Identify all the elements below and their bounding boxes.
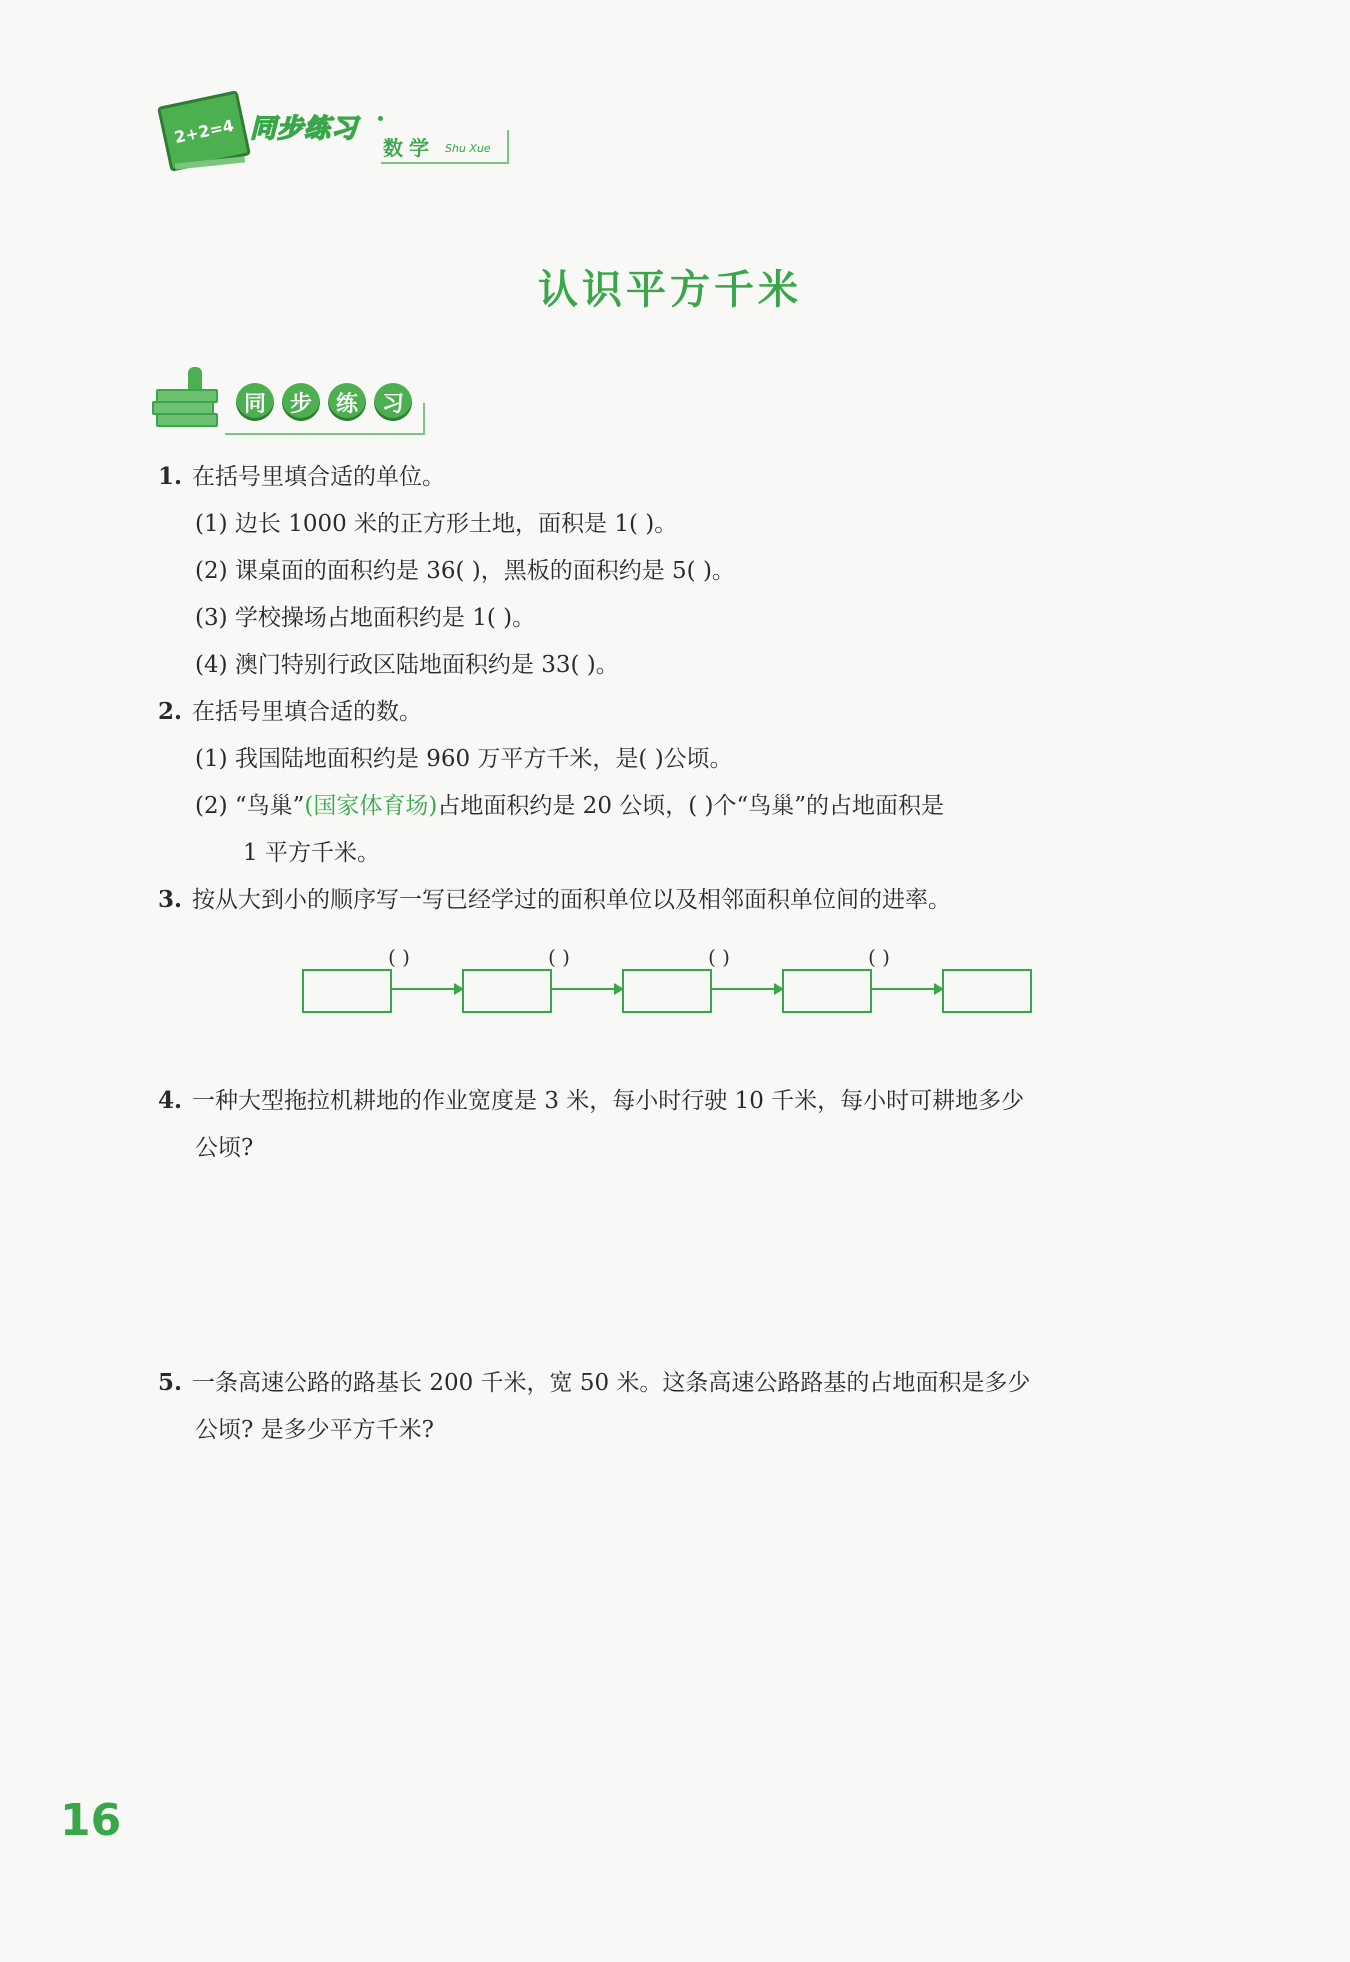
q2-item-2-end: 占地面积约是 20 公顷，( )个“鸟巢”的占地面积是 — [437, 793, 945, 819]
q5-continued: 公顷? 是多少平方千米? — [195, 1417, 434, 1443]
q1-item-1: (1) 边长 1000 米的正方形土地，面积是 1( )。 — [195, 511, 678, 537]
question-number: 4. — [158, 1087, 183, 1114]
question-text: 一种大型拖拉机耕地的作业宽度是 3 米，每小时行驶 10 千米，每小时可耕地多少 — [192, 1088, 1025, 1114]
q4-continued: 公顷? — [195, 1135, 254, 1161]
unit-box-1[interactable] — [302, 969, 392, 1013]
section-underline — [225, 433, 425, 435]
unit-box-4[interactable] — [782, 969, 872, 1013]
section-badge — [150, 365, 430, 445]
subject-pinyin: Shu Xue — [445, 142, 491, 155]
books-icon — [156, 389, 216, 425]
section-char-2: 步 — [282, 383, 320, 421]
rate-blank-4: ( ) — [868, 945, 890, 969]
q2-item-2 — [195, 791, 944, 821]
board-text: 2+2=4 — [172, 115, 236, 147]
q2-item-2-note: (国家体育场) — [304, 793, 438, 819]
unit-box-2[interactable] — [462, 969, 552, 1013]
unit-box-3[interactable] — [622, 969, 712, 1013]
question-number: 1. — [158, 463, 183, 490]
rate-blank-3: ( ) — [708, 945, 730, 969]
header-badge — [155, 88, 515, 178]
q1-item-4: (4) 澳门特别行政区陆地面积约是 33( )。 — [195, 652, 619, 678]
section-char-3: 练 — [328, 383, 366, 421]
lamp-icon — [188, 367, 202, 391]
q1-item-3: (3) 学校操场占地面积约是 1( )。 — [195, 605, 536, 631]
question-1 — [158, 462, 445, 492]
flow-arrow-3 — [710, 988, 782, 990]
question-text: 在括号里填合适的数。 — [192, 699, 423, 725]
flow-arrow-2 — [550, 988, 622, 990]
question-text: 按从大到小的顺序写一写已经学过的面积单位以及相邻面积单位间的进率。 — [192, 887, 952, 913]
header-dot — [378, 116, 383, 121]
subject-label: 数学 — [383, 136, 435, 160]
section-char-1: 同 — [236, 383, 274, 421]
section-char-4: 习 — [374, 383, 412, 421]
page-title: 认识平方千米 — [538, 267, 802, 313]
q2-item-1: (1) 我国陆地面积约是 960 万平方千米，是( )公顷。 — [195, 746, 733, 772]
q1-item-2: (2) 课桌面的面积约是 36( )，黑板的面积约是 5( )。 — [195, 558, 735, 584]
page-number: 16 — [60, 1795, 122, 1846]
rate-blank-2: ( ) — [548, 945, 570, 969]
question-3 — [158, 885, 951, 915]
question-number: 2. — [158, 698, 183, 725]
flow-arrow-1 — [390, 988, 462, 990]
q2-item-2-start: (2) “鸟巢” — [195, 793, 305, 819]
q2-item-2-continued: 1 平方千米。 — [243, 840, 380, 866]
flow-arrow-4 — [870, 988, 942, 990]
question-4 — [158, 1086, 1024, 1116]
question-5 — [158, 1368, 1030, 1398]
header-line-vertical — [507, 130, 509, 164]
brand-title: 同步练习 — [250, 114, 359, 144]
question-number: 3. — [158, 886, 183, 913]
question-2 — [158, 697, 422, 727]
unit-flow-diagram — [300, 945, 1040, 1015]
question-text: 在括号里填合适的单位。 — [192, 464, 446, 490]
rate-blank-1: ( ) — [388, 945, 410, 969]
question-number: 5. — [158, 1369, 183, 1396]
section-line-vertical — [423, 403, 425, 435]
header-underline — [381, 162, 509, 164]
question-text: 一条高速公路的路基长 200 千米，宽 50 米。这条高速公路路基的占地面积是多少 — [192, 1370, 1031, 1396]
unit-box-5[interactable] — [942, 969, 1032, 1013]
